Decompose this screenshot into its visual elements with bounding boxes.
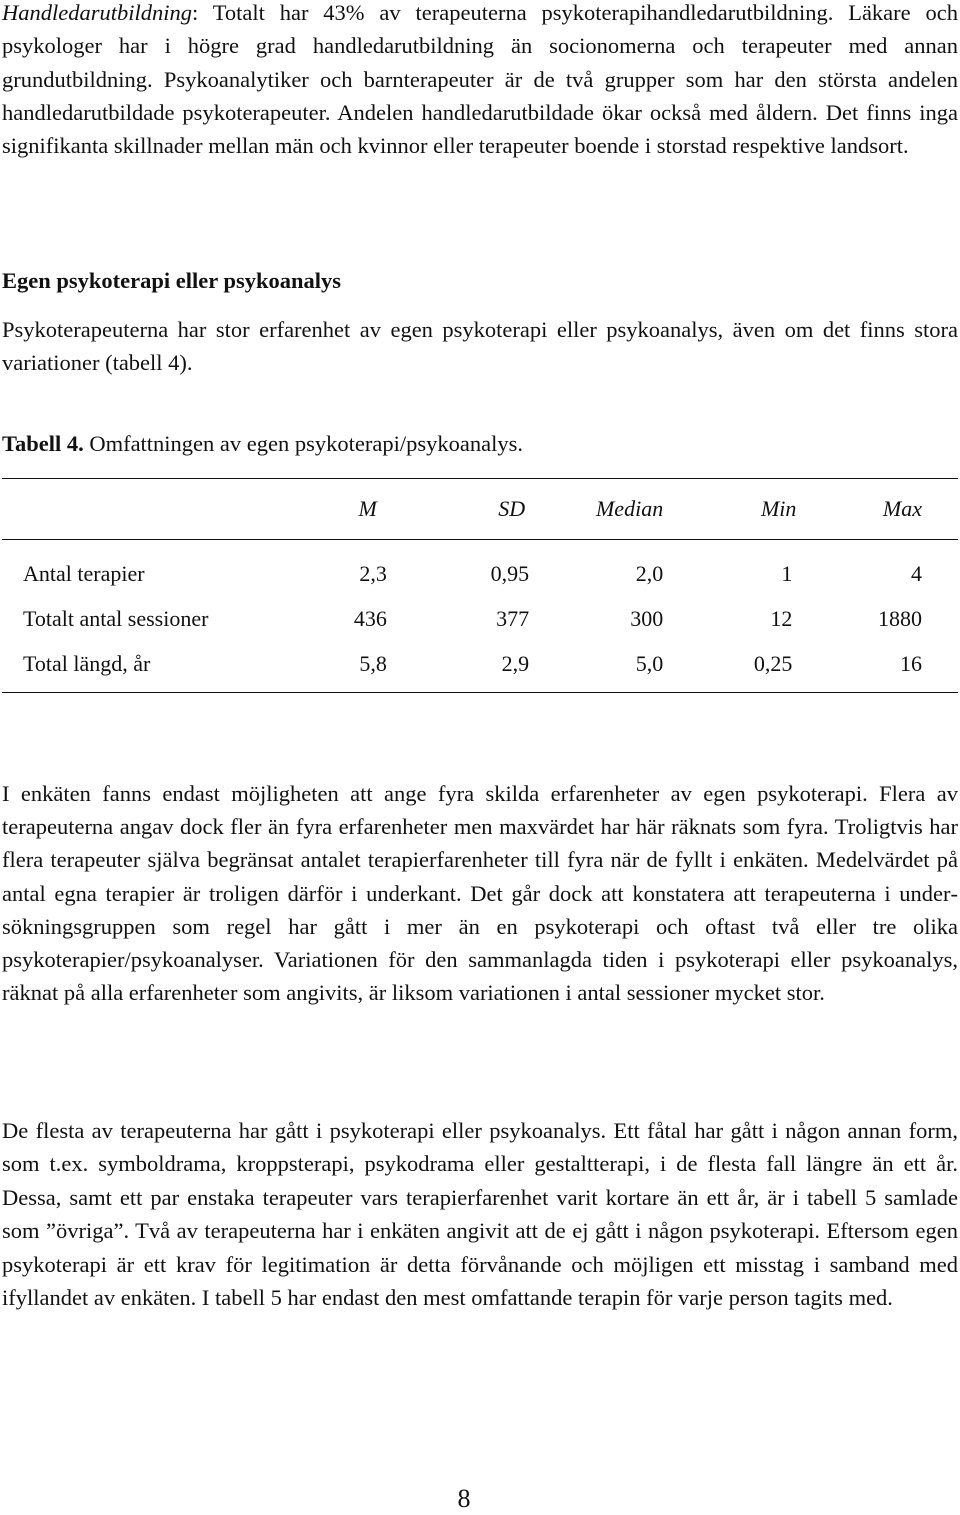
col-header-max: Max	[882, 495, 922, 521]
table-row	[2, 539, 958, 596]
table-caption-text: Omfattningen av egen psykoterapi/psykoanalys.	[83, 431, 523, 456]
col-header-m: M	[358, 495, 377, 521]
paragraph-final: De flesta av terapeuterna har gått i psykoterapi eller psykoanalys. Ett fåtal har gått i någon annan form, som t.ex. symboldrama, kroppsterapi, psykodrama eller gestaltterapi, i de flesta fall längre än ett år. Dessa, samt ett par enstaka terapeuter vars terapierfarenhet varit kortare än ett år, är i tabell 5 samlade som ”övriga”. Två av terapeuterna har i enkäten angivit att de ej gått i någon psykoterapi. Eftersom egen psykoterapi är ett krav för legitimation är detta förvånande och möjligen ett misstag i samband med ifyllandet av enkäten. I tabell 5 har endast den mest omfattande terapin för varje person tagits med.	[2, 1118, 958, 1311]
cell-median: 5,0	[635, 650, 664, 676]
paragraph-after-table: I enkäten fanns endast möjligheten att ange fyra skilda erfarenheter av egen psykoterapi. Flera av terapeuterna angav dock fler än fyra erfarenheter men maxvärdet har här räknats som fyra. Troligtvis har flera terapeuter själva begränsat antalet terapierfarenheter till fyra när de fyllt i enkäten. Medelvärdet på antal egna terapier är troligen därför i underkant. Det går dock att konstatera att terapeuterna i undersökningsgruppen som regel har gått i mer än en psykoterapi och oftast två eller tre olika psykoterapier/psykoanalyser. Variationen för den sammanlagda tiden i psykoterapi eller psykoanalys, räknat på alla erfarenheter som angivits, är liksom variationen i antal sessioner mycket stor.	[2, 781, 958, 1006]
cell-m: 5,8	[359, 650, 387, 676]
cell-max: 4	[911, 560, 922, 586]
cell-min: 0,25	[753, 650, 793, 676]
cell-max: 16	[900, 650, 922, 676]
row-label: Antal terapier	[23, 560, 145, 586]
table-header-row	[2, 478, 958, 539]
cell-max: 1880	[878, 605, 922, 631]
col-header-min: Min	[760, 495, 797, 521]
table-row	[2, 596, 958, 641]
intro-term: Handledarutbildning	[2, 0, 192, 25]
section-heading: Egen psykoterapi eller psykoanalys	[2, 268, 342, 293]
therapy-extent-table	[2, 478, 958, 686]
page-number: 8	[457, 1484, 471, 1513]
col-header-sd: SD	[498, 495, 526, 521]
col-header-median: Median	[595, 495, 664, 521]
intro-text: : Totalt har 43% av terapeuterna psykoterapihandledarutbildning. Läkare och psykologer har i högre grad handledarutbildning än socionomerna och terapeuter med annan grundutbildning. Psykoanalytiker och barnterapeuter är de två grupper som har den största andelen handledarutbildade psykoterapeuter. Andelen handledarutbildade ökar också med åldern. Det finns inga signifikanta skillnader mellan män och kvinnor eller terapeuter boende i storstad respektive landsort.	[2, 0, 958, 159]
table-caption	[2, 427, 523, 460]
table-bottom-rule	[2, 692, 958, 693]
cell-sd: 377	[496, 605, 530, 631]
table-header-blank	[2, 478, 303, 539]
cell-min: 12	[770, 605, 793, 631]
cell-median: 2,0	[635, 560, 664, 586]
table-caption-label: Tabell 4.	[2, 431, 84, 456]
row-label: Totalt antal sessioner	[23, 605, 209, 631]
cell-sd: 0,95	[490, 560, 530, 586]
table-row	[2, 641, 958, 686]
intro-paragraph	[2, 0, 958, 162]
row-label: Total längd, år	[23, 650, 151, 676]
section-intro-paragraph: Psykoterapeuterna har stor erfarenhet av egen psykoterapi eller psykoanalys, även om det finns stora variationer (tabell 4).	[2, 317, 958, 376]
cell-m: 436	[353, 605, 387, 631]
cell-median: 300	[630, 605, 664, 631]
cell-sd: 2,9	[501, 650, 530, 676]
cell-m: 2,3	[359, 560, 387, 586]
cell-min: 1	[781, 560, 793, 586]
